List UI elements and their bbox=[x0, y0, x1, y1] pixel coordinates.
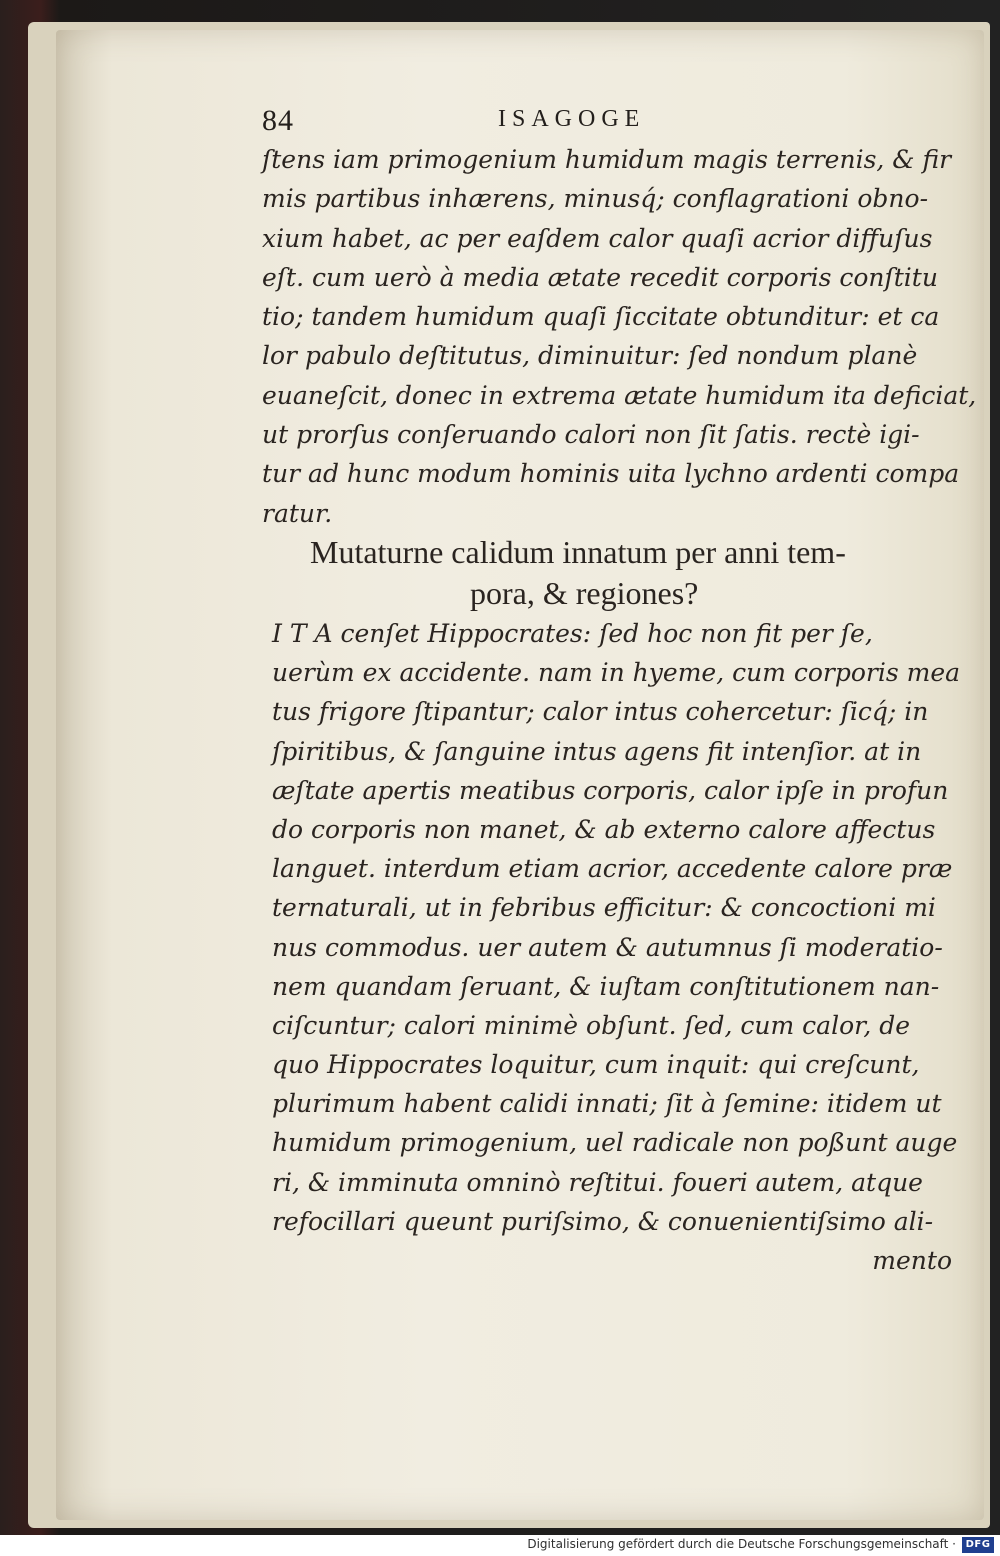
page-header bbox=[262, 104, 952, 138]
text-line: nus commodus. uer autem & autumnus ſi moderatio- bbox=[272, 932, 943, 962]
text-line: ciſcuntur; calori minimè obſunt. ſed, cum calor, de bbox=[272, 1010, 911, 1040]
text-line: æſtate apertis meatibus corporis, calor ipſe in profun bbox=[272, 775, 949, 805]
section-heading-line-1: Mutaturne calidum innatum per anni tem- bbox=[310, 534, 846, 570]
text-line: ri, & imminuta omninò reſtitui. foueri autem, atque bbox=[272, 1167, 923, 1197]
text-line: ſpiritibus, & ſanguine intus agens fit intenſior. at in bbox=[272, 736, 922, 766]
text-line: ut prorſus conſeruando calori non ſit ſatis. rectè igi- bbox=[262, 420, 920, 450]
text-line: uerùm ex accidente. nam in hyeme, cum corporis mea bbox=[272, 658, 961, 688]
catchword: mento bbox=[872, 1246, 952, 1275]
text-line: humidum primogenium, uel radicale non poßunt auge bbox=[272, 1128, 958, 1158]
text-line: tio; tandem humidum quaſi ſiccitate obtunditur: et ca bbox=[262, 302, 940, 332]
funding-credit: Digitalisierung gefördert durch die Deutsche Forschungsgemeinschaft · bbox=[527, 1537, 956, 1551]
text-line: mis partibus inhærens, minusq́; conflagrationi obno- bbox=[262, 184, 929, 214]
section-heading-line-2: pora, & regiones? bbox=[470, 575, 699, 611]
digitization-footer bbox=[0, 1535, 1000, 1556]
text-line: languet. interdum etiam acrior, accedente calore præ bbox=[272, 854, 953, 884]
page-number: 84 bbox=[262, 104, 294, 137]
text-line: quo Hippocrates loquitur, cum inquit: qui creſcunt, bbox=[272, 1050, 920, 1080]
text-line: ſtens iam primogenium humidum magis terrenis, & fir bbox=[262, 145, 952, 174]
text-line: lor pabulo deſtitutus, diminuitur: ſed nondum planè bbox=[262, 341, 918, 371]
text-line: I T A cenſet Hippocrates: ſed hoc non fit per ſe, bbox=[272, 619, 873, 648]
text-line: tus frigore ſtipantur; calor intus cohercetur: ſicq́; in bbox=[272, 697, 929, 727]
running-head: ISAGOGE bbox=[498, 106, 646, 132]
text-line: xium habet, ac per eaſdem calor quaſi acrior diffuſus bbox=[262, 223, 933, 253]
text-line: tur ad hunc modum hominis uita lychno ardenti compa bbox=[262, 459, 960, 489]
text-line: eſt. cum uerò à media ætate recedit corporis conſtitu bbox=[262, 262, 938, 292]
paragraph-2 bbox=[272, 614, 961, 1280]
text-line: ratur. bbox=[262, 498, 333, 528]
text-line: do corporis non manet, & ab externo calore affectus bbox=[272, 814, 936, 844]
dfg-logo-icon: DFG bbox=[962, 1537, 994, 1553]
text-line: plurimum habent calidi innati; ſit à ſemine: itidem ut bbox=[272, 1089, 942, 1119]
text-line: refocillari queunt puriſsimo, & conuenientiſsimo ali- bbox=[272, 1206, 934, 1236]
text-line: nem quandam ſeruant, & iuſtam conſtitutionem nan- bbox=[272, 971, 940, 1001]
text-line: ternaturali, ut in febribus efficitur: & concoctioni mi bbox=[272, 893, 936, 923]
text-line: euaneſcit, donec in extrema ætate humidum ita deficiat, bbox=[262, 380, 977, 410]
paragraph-1 bbox=[262, 140, 977, 533]
